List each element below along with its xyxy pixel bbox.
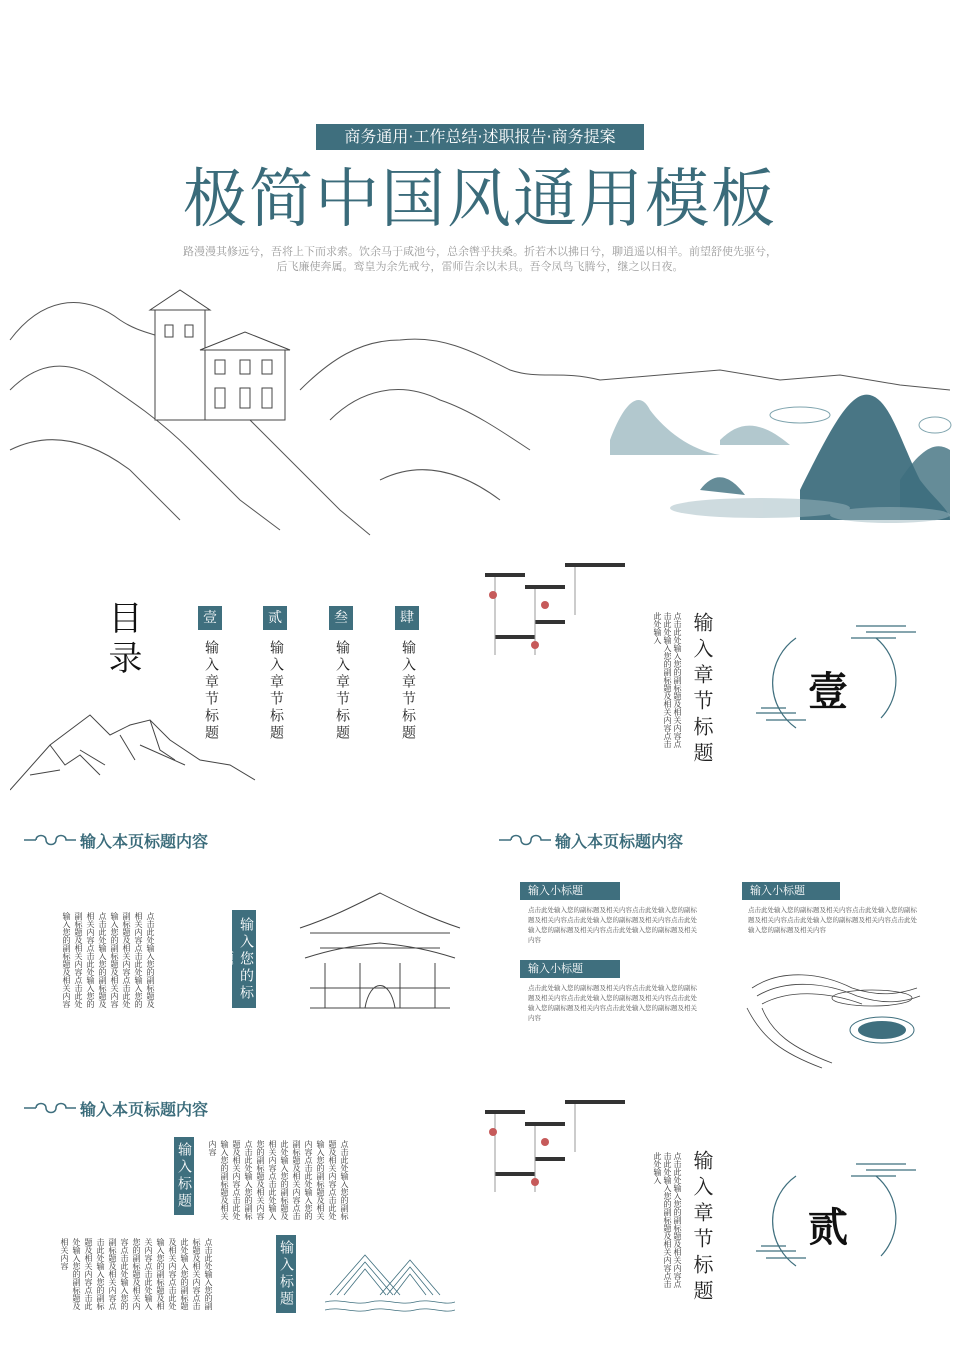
poem-line-2: 后飞廉使奔属。鸾皇为余先戒兮，雷师告余以未具。吾令凤鸟飞腾兮，继之以日夜。 [276, 260, 684, 273]
toc-label-3: 输入章节标题 [334, 640, 350, 742]
cloud-icon [22, 832, 76, 848]
slide4-body: 点击此处输入您的副标题及相关内容点击此处输入您的副标题及相关内容点击此处输入您的副标题及相关内容点击此处输入您的副标题及相关内容点击此处输入您的副标题及相关内容点击此处输入您的副标题及相关内容 [62, 912, 155, 1008]
mountain-sketch [10, 705, 260, 800]
slide4-title-box: 输入您的标题 [232, 910, 256, 1008]
chapter2-title: 输入章节标题 [690, 1150, 714, 1306]
toc-number-2: 贰 [263, 606, 287, 630]
toc-number-1: 壹 [198, 606, 222, 630]
toc-label-2: 输入章节标题 [268, 640, 284, 742]
toc-number-3: 叁 [329, 606, 353, 630]
slide6-title-box-2: 输入标题 [276, 1235, 296, 1313]
cloud-icon-2 [497, 832, 551, 848]
slide5-subtitle-1: 输入小标题 [520, 882, 620, 900]
slide5-subtitle-3: 输入小标题 [742, 882, 840, 900]
toc-title: 目录 [102, 600, 142, 680]
toc-label-4: 输入章节标题 [400, 640, 416, 742]
lake-illustration [742, 968, 922, 1073]
toc-number-4: 肆 [395, 606, 419, 630]
slide6-title-box-1: 输入标题 [174, 1137, 194, 1215]
poem-line-1: 路漫漫其修远兮，吾将上下而求索。饮余马于咸池兮，总余辔乎扶桑。折若木以拂日兮，聊逍遥以相羊。前望舒使先驱兮， [183, 245, 777, 258]
subtitle-banner: 商务通用·工作总结·述职报告·商务提案 [316, 124, 644, 150]
section-header-2: 输入本页标题内容 [555, 832, 684, 851]
slide5-text-2: 点击此处输入您的副标题及相关内容点击此处输入您的副标题及相关内容点击此处输入您的副标题及相关内容点击此处输入您的副标题及相关内容点击此处输入您的副标题及相关内容 [528, 984, 697, 1022]
slide6-body-2: 点击此处输入您的副标题及相关内容点击此处输入您的副标题及相关内容点击此处输入您的副标题及相关内容点击此处输入您的副标题及相关内容点击此处输入您的副标题及相关内容点击此处输入您的副标题及相关内容点击此处输入您的副标题及相关内容 [60, 1238, 213, 1310]
chapter1-body: 点击此处输入您的副标题及相关内容点击此处输入您的副标题及相关内容点击此处输入 [653, 612, 682, 748]
section-header-1: 输入本页标题内容 [80, 832, 209, 851]
chapter2-body: 点击此处输入您的副标题及相关内容点击此处输入您的副标题及相关内容点击此处输入 [653, 1152, 682, 1288]
slide5-text-1: 点击此处输入您的副标题及相关内容点击此处输入您的副标题及相关内容点击此处输入您的副标题及相关内容点击此处输入您的副标题及相关内容点击此处输入您的副标题及相关内容 [528, 906, 697, 944]
chapter1-number: 壹 [808, 669, 848, 715]
slide5-text-3: 点击此处输入您的副标题及相关内容点击此处输入您的副标题及相关内容点击此处输入您的副标题及相关内容点击此处输入您的副标题及相关内容 [748, 906, 917, 934]
slide6-body-1: 点击此处输入您的副标题及相关内容点击此处输入您的副标题及相关内容点击此处输入您的副标题及相关内容点击此处输入您的副标题及相关内容点击此处输入您的副标题及相关内容点击此处输入您的副标题及相关内容点击此处输入您的副标题及相关内容 [208, 1140, 349, 1220]
poem-text [180, 244, 780, 274]
toc-label-1: 输入章节标题 [203, 640, 219, 742]
roof-stairs-illustration [485, 555, 635, 665]
pavilion-illustration [290, 888, 470, 1018]
landscape-illustration [0, 280, 960, 540]
page-title: 极简中国风通用模板 [183, 163, 777, 237]
section-header-3: 输入本页标题内容 [80, 1100, 209, 1119]
chapter1-title: 输入章节标题 [690, 612, 714, 768]
chapter2-number: 贰 [808, 1205, 848, 1251]
roof-stairs-illustration-2 [485, 1092, 635, 1202]
slide5-subtitle-2: 输入小标题 [520, 960, 620, 978]
mountain-lines-illustration [325, 1250, 455, 1315]
cloud-icon-3 [22, 1100, 76, 1116]
